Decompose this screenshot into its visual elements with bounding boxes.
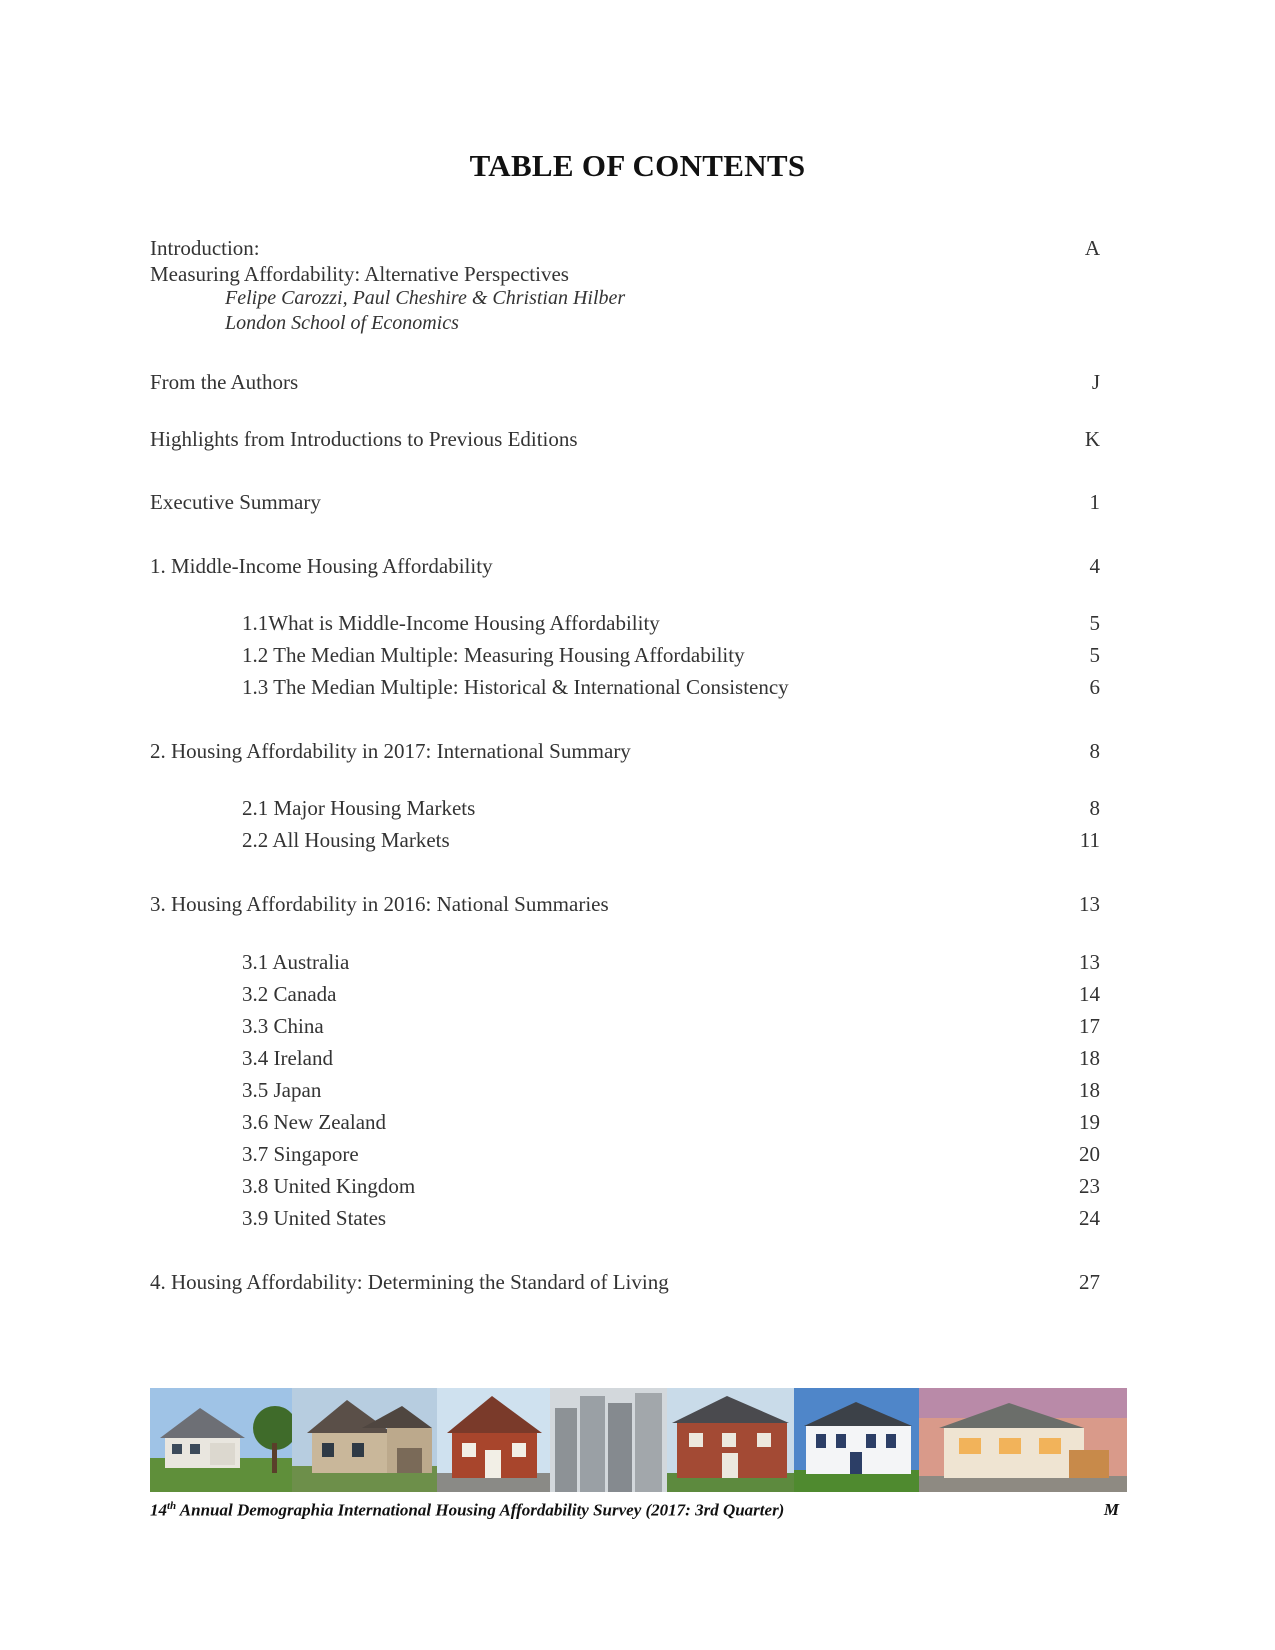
footer-title: Annual Demographia International Housing Affordability Survey (2017: 3rd Quarter): [176, 1500, 785, 1520]
toc-entry-page: 13: [1079, 950, 1100, 974]
toc-entry-label: 3.1 Australia: [242, 950, 350, 974]
toc-entry-page: 5: [1089, 611, 1100, 635]
toc-entry-label: 3.5 Japan: [242, 1078, 322, 1102]
toc-entry-label: 2.2 All Housing Markets: [242, 828, 450, 852]
toc-entry-label: 3.4 Ireland: [242, 1046, 333, 1070]
footer-page-number: M: [1103, 1500, 1119, 1519]
house-photo-strip: [150, 1388, 1127, 1492]
house-photo: [794, 1388, 919, 1492]
footer-edition-number: 14: [150, 1500, 167, 1520]
toc-entry-label: Executive Summary: [150, 490, 321, 514]
toc-entry-page: 18: [1079, 1046, 1100, 1070]
toc-entry-page: 27: [1079, 1270, 1100, 1294]
toc-entry-label: 1.3 The Median Multiple: Historical & International Consistency: [242, 675, 789, 699]
house-photo: [667, 1388, 794, 1492]
page-footer: [150, 1500, 1127, 1521]
toc-entry-label: 2. Housing Affordability in 2017: International Summary: [150, 739, 631, 763]
toc-intro-page: A: [1084, 236, 1100, 260]
toc-entry-page: 8: [1089, 739, 1100, 763]
toc-entry-label: 3.7 Singapore: [242, 1142, 359, 1166]
toc-intro-institution: London School of Economics: [225, 312, 459, 334]
toc-entry-label: 3.9 United States: [242, 1206, 387, 1230]
house-photo: [150, 1388, 292, 1492]
toc-entry-page: 4: [1089, 554, 1100, 578]
toc-intro-label: Introduction:: [150, 236, 260, 260]
toc-entry-label: 3. Housing Affordability in 2016: National Summaries: [150, 892, 609, 916]
toc-entry-label: 3.2 Canada: [242, 982, 337, 1006]
toc-intro-subtitle: Measuring Affordability: Alternative Perspectives: [150, 262, 569, 286]
page-title: TABLE OF CONTENTS: [469, 148, 806, 183]
toc-entry-label: 4. Housing Affordability: Determining the Standard of Living: [150, 1270, 669, 1294]
toc-entry-label: From the Authors: [150, 370, 299, 394]
toc-entry-page: 5: [1089, 643, 1100, 667]
toc-entry-page: 11: [1079, 828, 1100, 852]
toc-entry-label: 1. Middle-Income Housing Affordability: [150, 554, 493, 578]
footer-edition-suffix: th: [167, 1500, 177, 1512]
house-photo: [550, 1388, 667, 1492]
toc-entry-label: 3.6 New Zealand: [242, 1110, 387, 1134]
toc-entry-page: 8: [1089, 796, 1100, 820]
toc-entry-page: 17: [1079, 1014, 1100, 1038]
toc-entry-page: 20: [1079, 1142, 1100, 1166]
house-photo: [919, 1388, 1127, 1492]
toc-entry-page: 1: [1089, 490, 1100, 514]
toc-entry-page: 13: [1079, 892, 1100, 916]
toc-entry-label: 1.2 The Median Multiple: Measuring Housing Affordability: [242, 643, 745, 667]
toc-entry-label: 1.1What is Middle-Income Housing Affordability: [242, 611, 660, 635]
toc-entry-page: 19: [1079, 1110, 1100, 1134]
toc-entry-page: K: [1084, 427, 1100, 451]
toc-entry-page: 23: [1079, 1174, 1100, 1198]
toc-intro-authors: Felipe Carozzi, Paul Cheshire & Christian Hilber: [225, 287, 626, 309]
house-photo: [437, 1388, 550, 1492]
toc-entry-page: 6: [1089, 675, 1100, 699]
toc-entry-page: 18: [1079, 1078, 1100, 1102]
toc-entry-page: 14: [1079, 982, 1100, 1006]
toc-entry-label: 3.3 China: [242, 1014, 324, 1038]
toc-entry-label: 2.1 Major Housing Markets: [242, 796, 476, 820]
house-photo: [292, 1388, 437, 1492]
toc-entry-page: 24: [1079, 1206, 1100, 1230]
toc-entry-page: J: [1091, 370, 1100, 394]
toc-entry-label: 3.8 United Kingdom: [242, 1174, 416, 1198]
toc-entry-label: Highlights from Introductions to Previous Editions: [150, 427, 578, 451]
